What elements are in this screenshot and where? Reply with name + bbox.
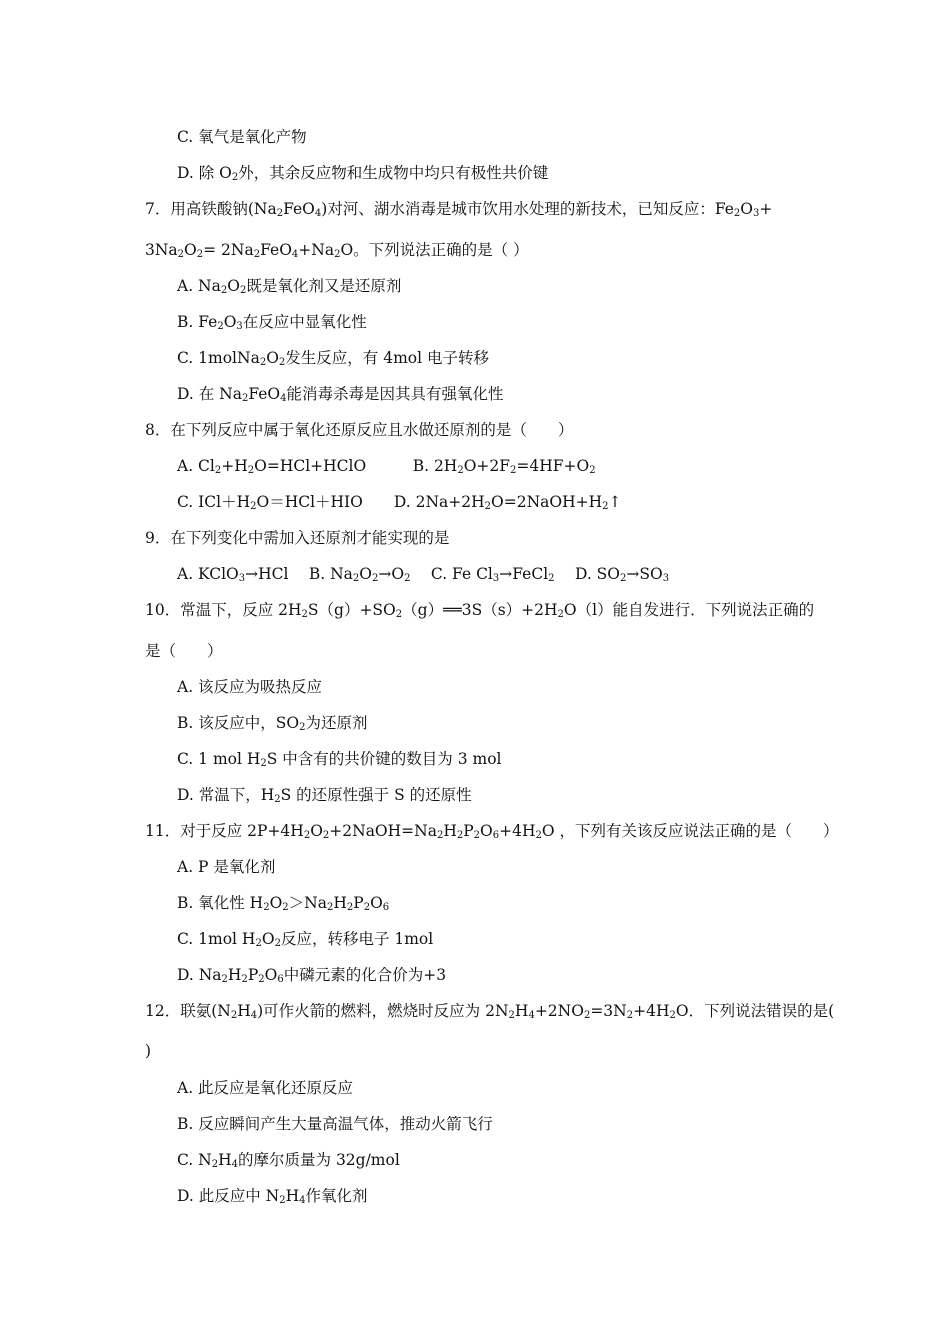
- option-line: C. 1 mol $H_2S$ 中含有的共价键的数目为 3 mol: [177, 750, 502, 769]
- option-line: C. $ICl+H_2O=HCl+HIO$ D. $2Na+2H_2O=2NaOH+H_2↑$: [177, 493, 622, 512]
- option-line: D. 常温下，$H_2S$ 的还原性强于 S 的还原性: [177, 786, 472, 805]
- option-line: B. 该反应中，$SO_2$为还原剂: [177, 714, 368, 733]
- option-line: C. $N_2H_4$的摩尔质量为 32g/mol: [177, 1151, 400, 1170]
- question-line: 8．在下列反应中属于氧化还原反应且水做还原剂的是（ ）: [145, 421, 574, 439]
- option-line: A. P 是氧化剂: [177, 858, 276, 876]
- question-line: ): [145, 1042, 152, 1060]
- question-line: 9．在下列变化中需加入还原剂才能实现的是: [145, 529, 450, 547]
- question-line: 10．常温下，反应 $2H_2S(g)+SO_2(g)══3S(s)+2H_2O(l)$能自发进行．下列说法正确的: [145, 601, 815, 620]
- option-line: A. $Na_2O_2$既是氧化剂又是还原剂: [177, 277, 402, 296]
- option-line: D. $Na_2H_2P_2O_6$中磷元素的化合价为+3: [177, 966, 447, 985]
- option-line: A. 此反应是氧化还原反应: [177, 1079, 354, 1097]
- option-line: C. 1mol $H_2O_2$反应，转移电子 1mol: [177, 930, 434, 949]
- question-line: 7．用高铁酸钠$(Na_2FeO_4)$对河、湖水消毒是城市饮用水处理的新技术，已知反应：$Fe_2O_3+$: [145, 200, 773, 219]
- option-line: B. 反应瞬间产生大量高温气体，推动火箭飞行: [177, 1115, 493, 1133]
- question-line: $3Na_2O_2= 2Na_2FeO_4+Na_2O$。下列说法正确的是（ ）: [145, 241, 529, 260]
- option-line: D. 在 $Na_2FeO_4$能消毒杀毒是因其具有强氧化性: [177, 385, 504, 404]
- question-line: 12．联氨$(N_2H_4)$可作火箭的燃料，燃烧时反应为 $2N_2H_4+2NO_2=3N_2+4H_2O$．下列说法错误的是(: [145, 1002, 835, 1021]
- question-line: 是（ ）: [145, 642, 223, 660]
- question-line: 11．对于反应 $2P+4H_2O_2+2NaOH=Na_2H_2P_2O_6+4H_2O$ ，下列有关该反应说法正确的是（ ）: [145, 822, 839, 841]
- option-line: A. 该反应为吸热反应: [177, 678, 323, 696]
- option-line: C. $1molNa_2O_2$发生反应，有 4mol 电子转移: [177, 349, 490, 368]
- option-line: A. KClO$_3$→HCl B. $Na_2O_2\to O_2$ C. Fe $Cl_3\to FeCl_2$ D. $SO_2\to SO_3$: [177, 565, 670, 584]
- option-line: D. 除 $O_2$外，其余反应物和生成物中均只有极性共价键: [177, 164, 549, 183]
- option-line: A. $Cl_2+H_2O=HCl+HClO$ B. $2H_2O+2F_2=4HF+O_2$: [177, 457, 596, 476]
- option-line: B. 氧化性 $H_2O_2>Na_2H_2P_2O_6$: [177, 894, 390, 913]
- option-line: D. 此反应中 $N_2H_4$作氧化剂: [177, 1187, 368, 1206]
- option-line: B. $Fe_2O_3$在反应中显氧化性: [177, 313, 367, 332]
- option-line: C. 氧气是氧化产物: [177, 128, 307, 146]
